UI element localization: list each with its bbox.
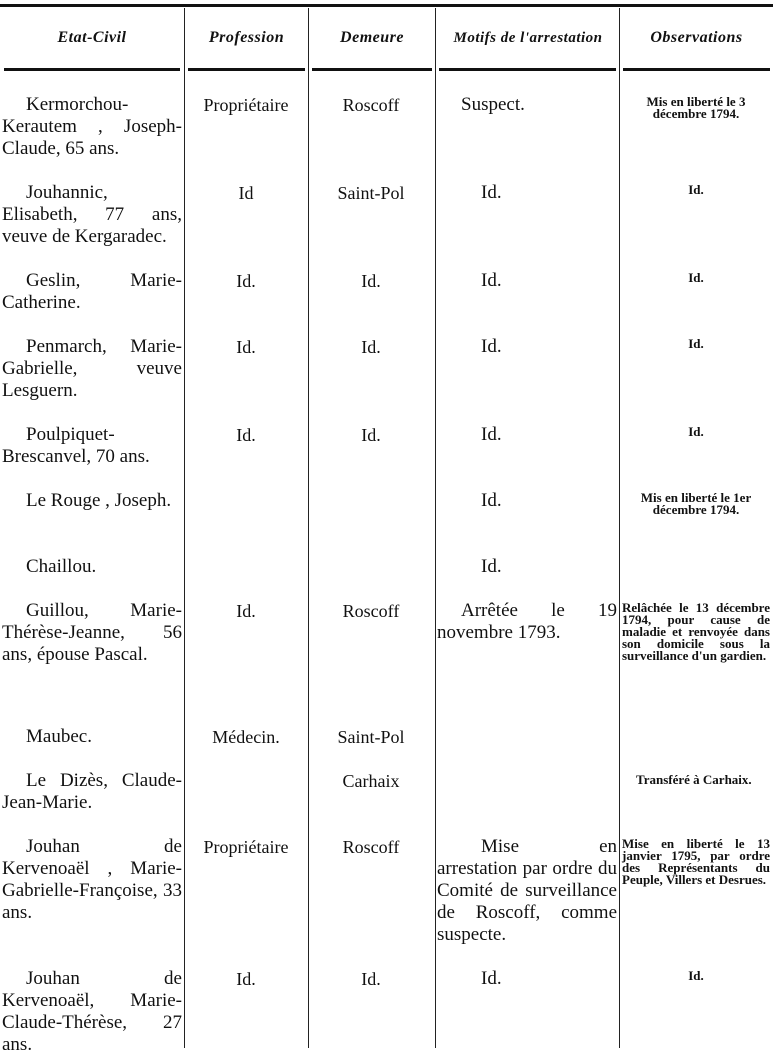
observations-cell: Id. <box>688 424 704 439</box>
demeure-cell: Saint-Pol <box>337 183 405 203</box>
observations-cell: Mis en liberté le 3 décembre 1794. <box>646 94 746 121</box>
etat-civil-cell: Geslin, Marie-Catherine. <box>2 270 182 313</box>
header-profession: Profession <box>208 29 285 46</box>
demeure-cell: Id. <box>361 271 381 291</box>
header-rule <box>623 68 770 71</box>
motifs-cell: Id. <box>481 182 502 203</box>
motifs-cell: Id. <box>481 270 502 291</box>
header-etat-civil: Etat-Civil <box>57 29 127 46</box>
etat-civil-cell: Jouhan de Kervenoaël , Marie-Gabrielle-Françoise, 33 ans. <box>2 836 182 923</box>
observations-cell: Relâchée le 13 décembre 1794, pour cause de maladie et renvoyée dans son domicile sous la surveillance d'un gardien. <box>622 600 770 663</box>
header-rule <box>4 68 180 71</box>
column-divider <box>619 8 620 1048</box>
header-demeure: Demeure <box>340 29 404 46</box>
observations-cell: Transféré à Carhaix. <box>636 772 752 787</box>
profession-cell: Id <box>238 183 254 203</box>
profession-cell: Id. <box>236 601 256 621</box>
motifs-cell: Id. <box>481 968 502 989</box>
demeure-cell: Id. <box>361 969 381 989</box>
profession-cell: Id. <box>236 969 256 989</box>
etat-civil-cell: Kermorchou-Kerautem , Joseph-Claude, 65 ans. <box>2 94 182 159</box>
demeure-cell: Saint-Pol <box>337 727 405 747</box>
header-rule <box>188 68 305 71</box>
demeure-cell: Roscoff <box>342 601 400 621</box>
header-motifs: Motifs de l'arrestation <box>453 30 603 46</box>
observations-cell: Mise en liberté le 13 janvier 1795, par ordre des Représentants du Peuple, Villers et Desrues. <box>622 836 770 887</box>
motifs-cell: Id. <box>481 336 502 357</box>
motifs-cell: Id. <box>481 424 502 445</box>
observations-cell: Id. <box>688 182 704 197</box>
observations-cell: Mis en liberté le 1er décembre 1794. <box>640 490 752 517</box>
etat-civil-cell: Jouhan de Kervenoaël, Marie-Claude-Thérèse, 27 ans. <box>2 968 182 1055</box>
profession-cell: Propriétaire <box>203 837 289 857</box>
motifs-cell: Mise en arrestation par ordre du Comité de surveillance de Roscoff, comme suspecte. <box>437 836 617 945</box>
demeure-cell: Id. <box>361 337 381 357</box>
etat-civil-cell: Penmarch, Marie-Gabrielle, veuve Lesguern. <box>2 336 182 401</box>
demeure-cell: Roscoff <box>342 95 400 115</box>
column-divider <box>184 8 185 1048</box>
observations-cell: Id. <box>688 270 704 285</box>
motifs-cell: Arrêtée le 19 novembre 1793. <box>437 600 617 643</box>
motifs-cell: Id. <box>481 490 502 511</box>
demeure-cell: Roscoff <box>342 837 400 857</box>
observations-cell: Id. <box>688 336 704 351</box>
etat-civil-cell: Maubec. <box>26 726 92 747</box>
profession-cell: Id. <box>236 271 256 291</box>
header-rule <box>439 68 616 71</box>
etat-civil-cell: Poulpiquet-Brescanvel, 70 ans. <box>2 424 150 467</box>
etat-civil-cell: Chaillou. <box>26 556 97 577</box>
header-observations: Observations <box>650 29 743 46</box>
profession-cell: Id. <box>236 337 256 357</box>
profession-cell: Propriétaire <box>203 95 289 115</box>
etat-civil-cell: Le Rouge , Joseph. <box>26 490 172 511</box>
demeure-cell: Carhaix <box>342 771 400 791</box>
column-divider <box>435 8 436 1048</box>
observations-cell: Id. <box>688 968 704 983</box>
profession-cell: Id. <box>236 425 256 445</box>
top-rule <box>0 4 773 7</box>
profession-cell: Médecin. <box>212 727 280 747</box>
motifs-cell: Suspect. <box>461 94 525 115</box>
etat-civil-cell: Guillou, Marie-Thérèse-Jeanne, 56 ans, épouse Pascal. <box>2 600 182 665</box>
header-rule <box>312 68 432 71</box>
etat-civil-cell: Jouhannic, Elisabeth, 77 ans, veuve de Kergaradec. <box>2 182 182 247</box>
etat-civil-cell: Le Dizès, Claude-Jean-Marie. <box>2 770 182 813</box>
column-divider <box>308 8 309 1048</box>
demeure-cell: Id. <box>361 425 381 445</box>
motifs-cell: Id. <box>481 556 502 577</box>
